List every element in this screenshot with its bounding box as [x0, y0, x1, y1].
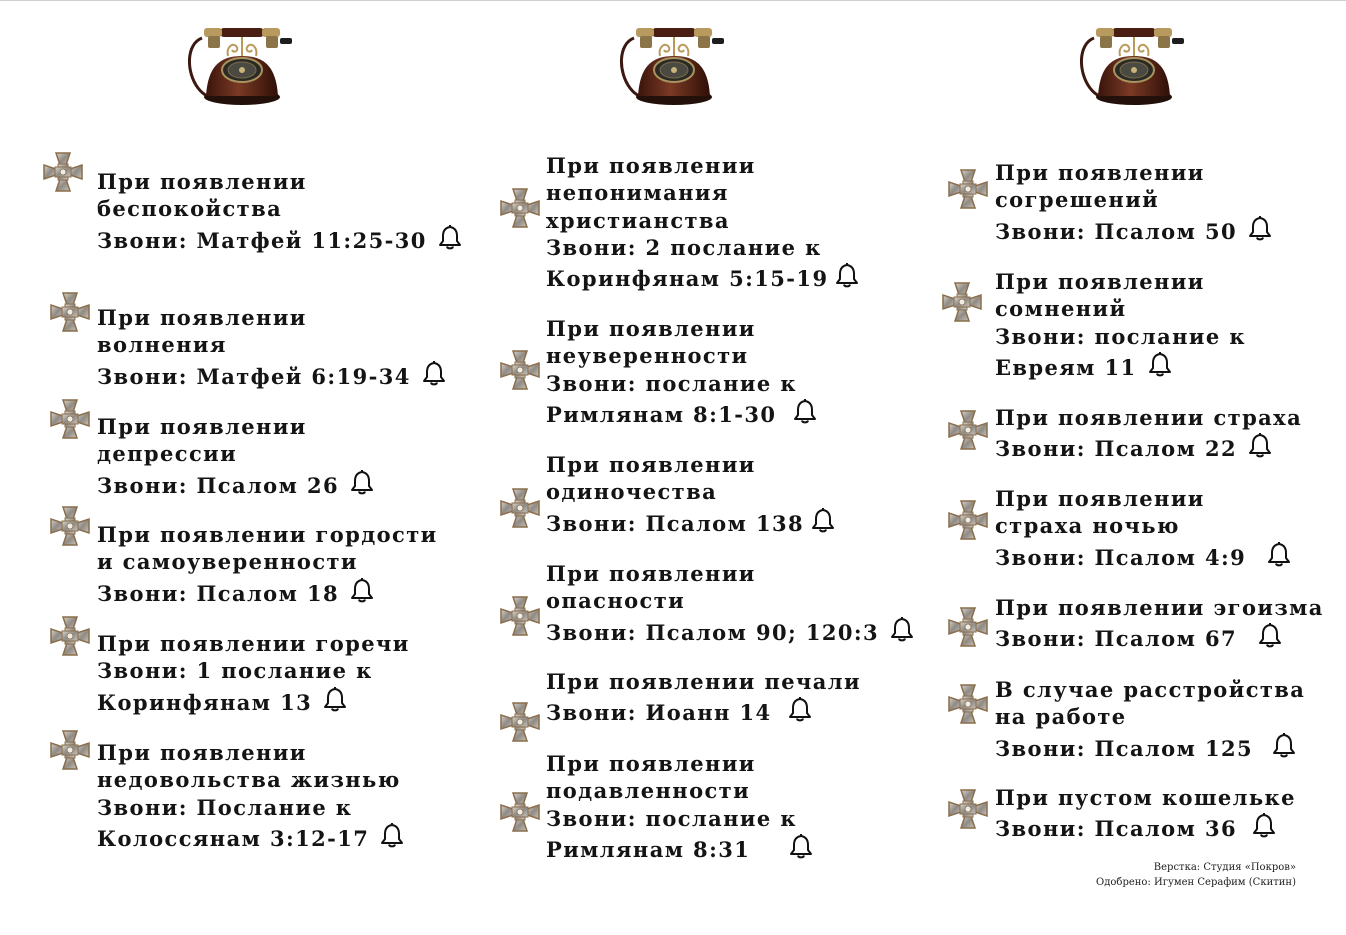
antique-telephone-icon: [1072, 14, 1196, 106]
entry-line: При появлении печали: [546, 669, 861, 694]
bell-icon: [792, 397, 818, 425]
entry-line: христианства: [546, 207, 730, 233]
entry-line: При появлении: [97, 169, 307, 194]
bell-icon: [1147, 350, 1173, 378]
credits: [1096, 860, 1296, 890]
cross-icon: [48, 397, 92, 441]
entry-line: неуверенности: [546, 343, 749, 369]
bell-icon: [1247, 431, 1273, 459]
bell-icon: [349, 576, 375, 604]
bell-icon: [1251, 811, 1277, 839]
cross-icon: [498, 186, 542, 230]
cross-icon: [48, 290, 92, 334]
entry-call-line: Звони: Матфей 6:19-34: [97, 363, 411, 389]
entry-line: беспокойства: [97, 196, 283, 222]
entry-call-line: Колоссянам 3:12-17: [97, 825, 370, 851]
entry-call-line: Римлянам 8:31: [546, 836, 751, 862]
entry-line: При появлении горечи: [97, 631, 410, 656]
cross-icon: [946, 682, 990, 726]
entry-line: При появлении: [995, 486, 1205, 511]
cross-icon: [946, 605, 990, 649]
bell-icon: [349, 468, 375, 496]
bell-icon: [1266, 540, 1292, 568]
entry-call-line: Звони: Псалом 4:9: [995, 544, 1247, 570]
cross-icon: [498, 486, 542, 530]
bell-icon: [788, 832, 814, 860]
credits-approved: Одобрено: Игумен Серафим (Скитин): [1096, 877, 1296, 888]
entry-line: При появлении страха: [995, 405, 1303, 430]
entry-line: При появлении: [995, 269, 1205, 294]
entry-call-line: Римлянам 8:1-30: [546, 401, 777, 427]
bell-icon: [889, 615, 915, 643]
entry-line: Звони: послание к: [546, 805, 797, 831]
entry-line: одиночества: [546, 479, 718, 505]
entry-line: При появлении: [546, 751, 756, 776]
entry-line: недовольства жизнью: [97, 767, 401, 793]
entry-call-line: Звони: Иоанн 14: [546, 700, 772, 726]
bell-icon: [437, 223, 463, 251]
bell-icon: [1247, 214, 1273, 242]
bell-icon: [379, 821, 405, 849]
entry-call-line: Звони: Псалом 22: [995, 436, 1237, 462]
bell-icon: [834, 261, 860, 289]
cross-icon: [946, 167, 990, 211]
cross-icon: [498, 700, 542, 744]
entry-line: При появлении эгоизма: [995, 595, 1324, 620]
bell-icon: [1271, 731, 1297, 759]
entry-line: При появлении: [97, 414, 307, 439]
entry-call-line: Звони: Псалом 18: [97, 580, 339, 606]
entry-line: При появлении: [97, 305, 307, 330]
cross-icon: [946, 498, 990, 542]
entry-call-line: Коринфянам 5:15-19: [546, 266, 829, 292]
entry-line: опасности: [546, 588, 686, 614]
entry-line: Звони: 1 послание к: [97, 658, 373, 684]
entry-line: сомнений: [995, 296, 1127, 322]
antique-telephone-icon: [180, 14, 304, 106]
entry-line: При появлении: [546, 561, 756, 586]
cross-icon: [946, 408, 990, 452]
entry-call-line: Коринфянам 13: [97, 689, 313, 715]
top-border-line: [0, 0, 1346, 1]
entry-call-line: Звони: Псалом 138: [546, 510, 804, 536]
entry-line: депрессии: [97, 441, 238, 467]
entry-line: В случае расстройства: [995, 677, 1306, 702]
cross-icon: [498, 594, 542, 638]
entry-call-line: Звони: Матфей 11:25-30: [97, 227, 427, 253]
cross-icon: [946, 787, 990, 831]
bell-icon: [322, 685, 348, 713]
entry-line: согрешений: [995, 187, 1160, 213]
entry-line: страха ночью: [995, 513, 1180, 539]
entry-line: и самоуверенности: [97, 549, 358, 575]
cross-icon: [48, 728, 92, 772]
entry-line: При появлении: [97, 740, 307, 765]
antique-telephone-icon: [612, 14, 736, 106]
cross-icon: [48, 504, 92, 548]
entry-line: Звони: 2 послание к: [546, 234, 822, 260]
entry-line: подавленности: [546, 778, 751, 804]
entry-line: При появлении: [546, 316, 756, 341]
entry-line: Звони: Послание к: [97, 794, 353, 820]
entry-line: При появлении: [546, 153, 756, 178]
entry-line: При появлении: [995, 160, 1205, 185]
entry-line: на работе: [995, 704, 1127, 730]
entry-call-line: Звони: Псалом 90; 120:3: [546, 619, 880, 645]
entry-call-line: Звони: Псалом 125: [995, 735, 1253, 761]
entry-line: При появлении гордости: [97, 522, 438, 547]
bell-icon: [787, 695, 813, 723]
cross-icon: [940, 280, 984, 324]
entry-line: Звони: послание к: [995, 323, 1246, 349]
entry-call-line: Евреям 11: [995, 354, 1137, 380]
entry-line: При появлении: [546, 452, 756, 477]
entry-line: волнения: [97, 332, 227, 358]
cross-icon: [498, 348, 542, 392]
entry-line: непонимания: [546, 180, 729, 206]
entry-call-line: Звони: Псалом 26: [97, 472, 339, 498]
entry-call-line: Звони: Псалом 50: [995, 218, 1237, 244]
bell-icon: [421, 359, 447, 387]
entry-line: Звони: послание к: [546, 370, 797, 396]
entry-call-line: Звони: Псалом 36: [995, 816, 1237, 842]
cross-icon: [48, 614, 92, 658]
entry-line: При пустом кошельке: [995, 785, 1296, 810]
bell-icon: [1257, 621, 1283, 649]
bell-icon: [810, 506, 836, 534]
cross-icon: [498, 790, 542, 834]
credits-layout: Верстка: Студия «Покров»: [1153, 862, 1296, 873]
entry-call-line: Звони: Псалом 67: [995, 626, 1237, 652]
cross-icon: [41, 150, 85, 194]
